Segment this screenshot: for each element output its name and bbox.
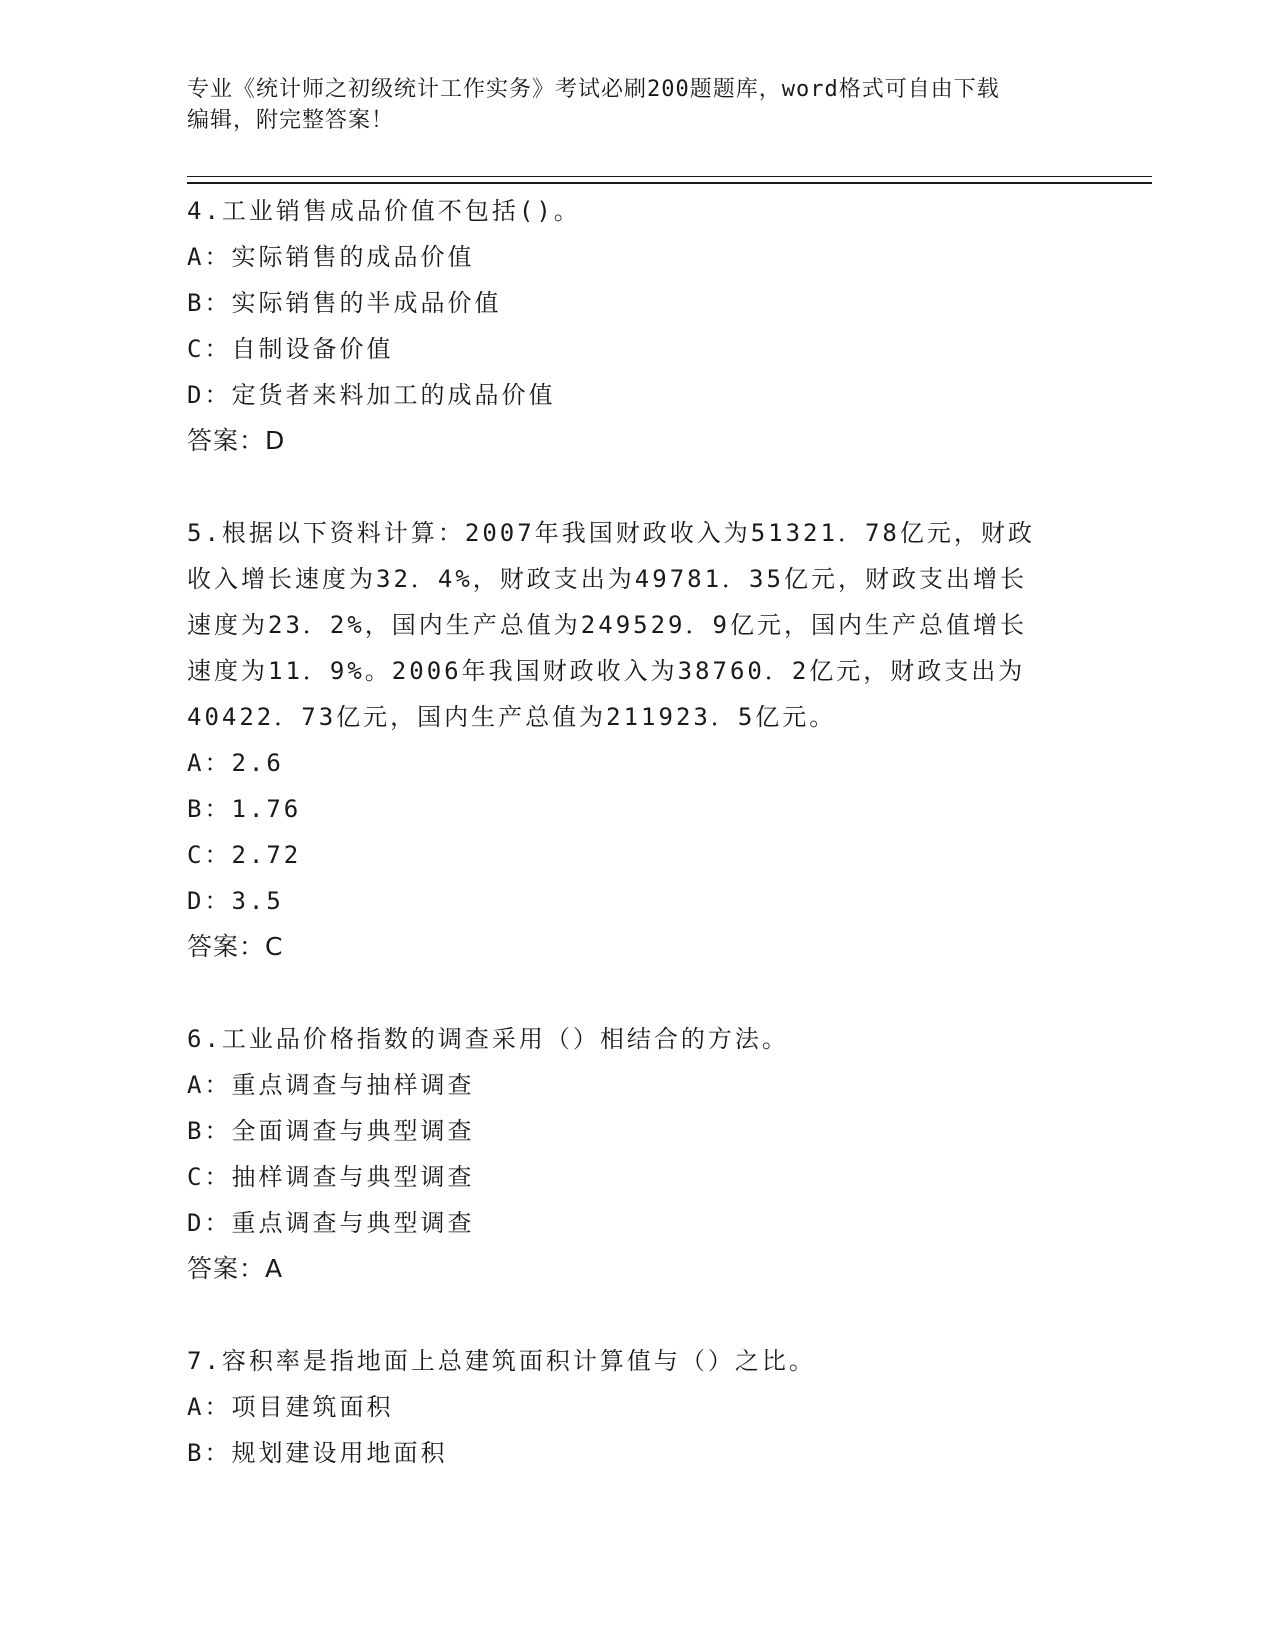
option-c: C：自制设备价值 <box>187 335 394 363</box>
answer-line: 答案：D <box>187 426 286 455</box>
question-text: 6.工业品价格指数的调查采用（）相结合的方法。 <box>187 1025 789 1053</box>
question-6 <box>187 1016 1087 1292</box>
question-text-line-3: 速度为23．2%，国内生产总值为249529．9亿元，国内生产总值增长 <box>187 611 1027 639</box>
option-c: C：抽样调查与典型调查 <box>187 1163 475 1191</box>
question-text-line-4: 速度为11．9%。2006年我国财政收入为38760．2亿元，财政支出为 <box>187 657 1026 685</box>
header-line-2: 编辑，附完整答案！ <box>187 108 395 133</box>
option-a: A：项目建筑面积 <box>187 1393 394 1421</box>
document-header <box>187 74 1087 136</box>
option-b: B：规划建设用地面积 <box>187 1439 448 1467</box>
answer-line: 答案：C <box>187 932 284 961</box>
header-line-1: 专业《统计师之初级统计工作实务》考试必刷200题题库，word格式可自由下载 <box>187 77 1000 102</box>
option-a: A：2.6 <box>187 749 284 777</box>
option-d: D：3.5 <box>187 887 284 915</box>
option-c: C：2.72 <box>187 841 302 869</box>
option-d: D：重点调查与典型调查 <box>187 1209 475 1237</box>
header-divider-thin <box>187 176 1152 177</box>
answer-line: 答案：A <box>187 1254 284 1283</box>
question-list <box>187 188 1087 1522</box>
option-d: D：定货者来料加工的成品价值 <box>187 381 556 409</box>
question-text-line-5: 40422．73亿元，国内生产总值为211923．5亿元。 <box>187 703 837 731</box>
question-text-line-1: 5.根据以下资料计算：2007年我国财政收入为51321．78亿元，财政 <box>187 519 1035 547</box>
question-7 <box>187 1338 1087 1476</box>
option-b: B：实际销售的半成品价值 <box>187 289 502 317</box>
question-text: 7.容积率是指地面上总建筑面积计算值与（）之比。 <box>187 1347 816 1375</box>
option-b: B：全面调查与典型调查 <box>187 1117 475 1145</box>
question-4 <box>187 188 1087 464</box>
question-text: 4.工业销售成品价值不包括()。 <box>187 197 581 225</box>
header-divider-thick <box>187 182 1152 184</box>
option-a: A：重点调查与抽样调查 <box>187 1071 475 1099</box>
question-text-line-2: 收入增长速度为32．4%，财政支出为49781．35亿元，财政支出增长 <box>187 565 1027 593</box>
question-5 <box>187 510 1087 970</box>
option-b: B：1.76 <box>187 795 302 823</box>
option-a: A：实际销售的成品价值 <box>187 243 475 271</box>
